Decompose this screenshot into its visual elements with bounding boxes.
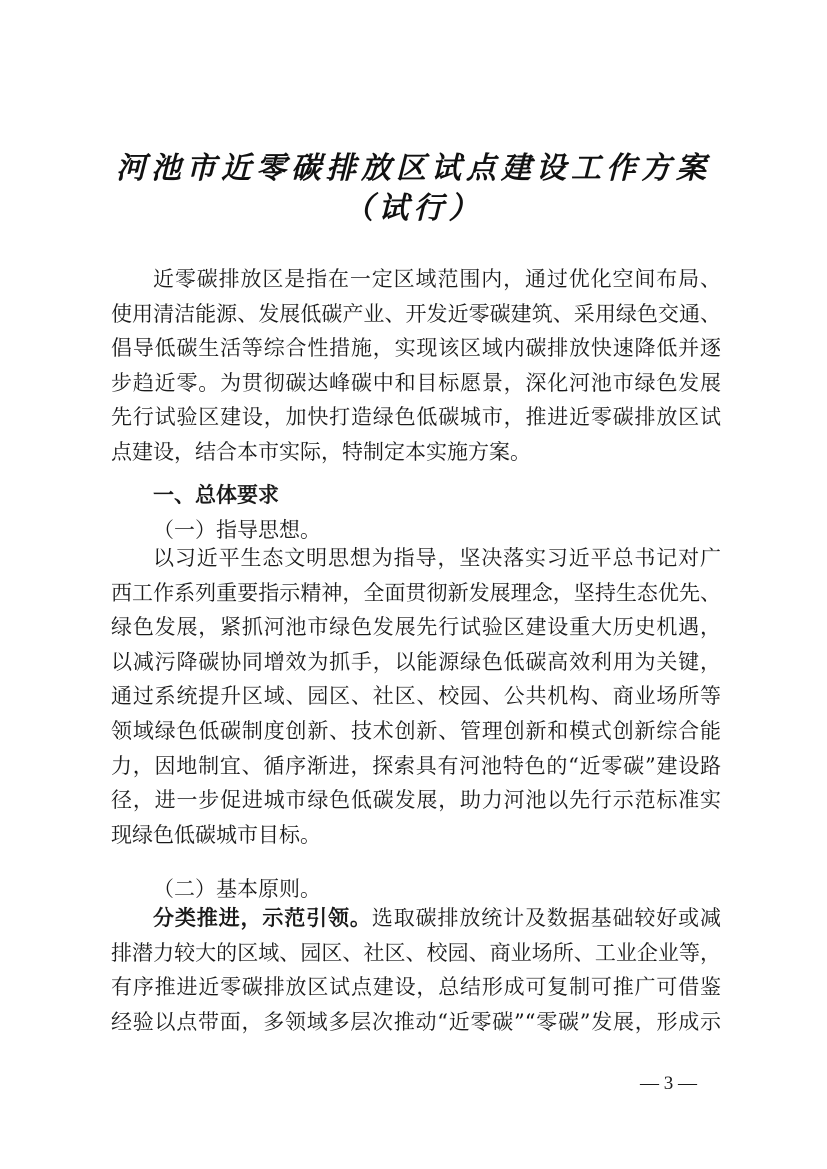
principle-paragraph — [111, 901, 721, 1039]
paragraph-line: 领域绿色低碳制度创新、技术创新、管理创新和模式创新综合能 — [111, 718, 721, 743]
document-title: 河池市近零碳排放区试点建设工作方案 — [116, 151, 711, 186]
guiding-paragraph — [111, 541, 721, 852]
page-number: — 3 — — [640, 1073, 697, 1094]
section-heading: 一、总体要求 — [153, 483, 279, 507]
subsection-heading: （一）指导思想。 — [153, 518, 321, 542]
paragraph-line: 倡导低碳生活等综合性措施，实现该区域内碳排放快速降低并逐 — [111, 336, 721, 361]
paragraph-line: 点建设，结合本市实际，特制定本实施方案。 — [111, 439, 531, 464]
paragraph-line: 有序推进近零碳排放区试点建设，总结形成可复制可推广可借鉴 — [111, 975, 721, 1000]
paragraph-line: 经验以点带面，多领域多层次推动“近零碳”“零碳”发展，形成示 — [111, 1009, 721, 1034]
paragraph-line: 近零碳排放区是指在一定区域范围内，通过优化空间布局、 — [153, 267, 721, 291]
paragraph-line: 以习近平生态文明思想为指导，坚决落实习近平总书记对广 — [153, 546, 721, 570]
paragraph-line: 通过系统提升区域、园区、社区、校园、公共机构、商业场所等 — [111, 684, 721, 709]
paragraph-line: 以减污降碳协同增效为抓手，以能源绿色低碳高效利用为关键， — [111, 649, 721, 674]
document-subtitle: （试行） — [343, 191, 484, 226]
paragraph-line: 径，进一步促进城市绿色低碳发展，助力河池以先行示范标准实 — [111, 788, 721, 813]
principle-title: 分类推进，示范引领。 — [153, 906, 372, 930]
intro-paragraph — [111, 262, 721, 470]
subsection-heading: （二）基本原则。 — [153, 877, 321, 901]
paragraph-line: 现绿色低碳城市目标。 — [111, 822, 321, 847]
paragraph-line: 绿色发展，紧抓河池市绿色发展先行试验区建设重大历史机遇， — [111, 615, 721, 640]
paragraph-line: 西工作系列重要指示精神，全面贯彻新发展理念，坚持生态优先、 — [111, 580, 721, 605]
paragraph-line: 步趋近零。为贯彻碳达峰碳中和目标愿景，深化河池市绿色发展 — [111, 370, 721, 395]
paragraph-line: 先行试验区建设，加快打造绿色低碳城市，推进近零碳排放区试 — [111, 405, 721, 430]
paragraph-line: 使用清洁能源、发展低碳产业、开发近零碳建筑、采用绿色交通、 — [111, 301, 721, 326]
paragraph-line: 排潜力较大的区域、园区、社区、校园、商业场所、工业企业等， — [111, 940, 721, 965]
paragraph-line: 力，因地制宜、循序渐进，探索具有河池特色的“近零碳”建设路 — [111, 753, 721, 778]
paragraph-line — [111, 901, 721, 936]
principle-text: 选取碳排放统计及数据基础较好或减 — [371, 906, 721, 930]
